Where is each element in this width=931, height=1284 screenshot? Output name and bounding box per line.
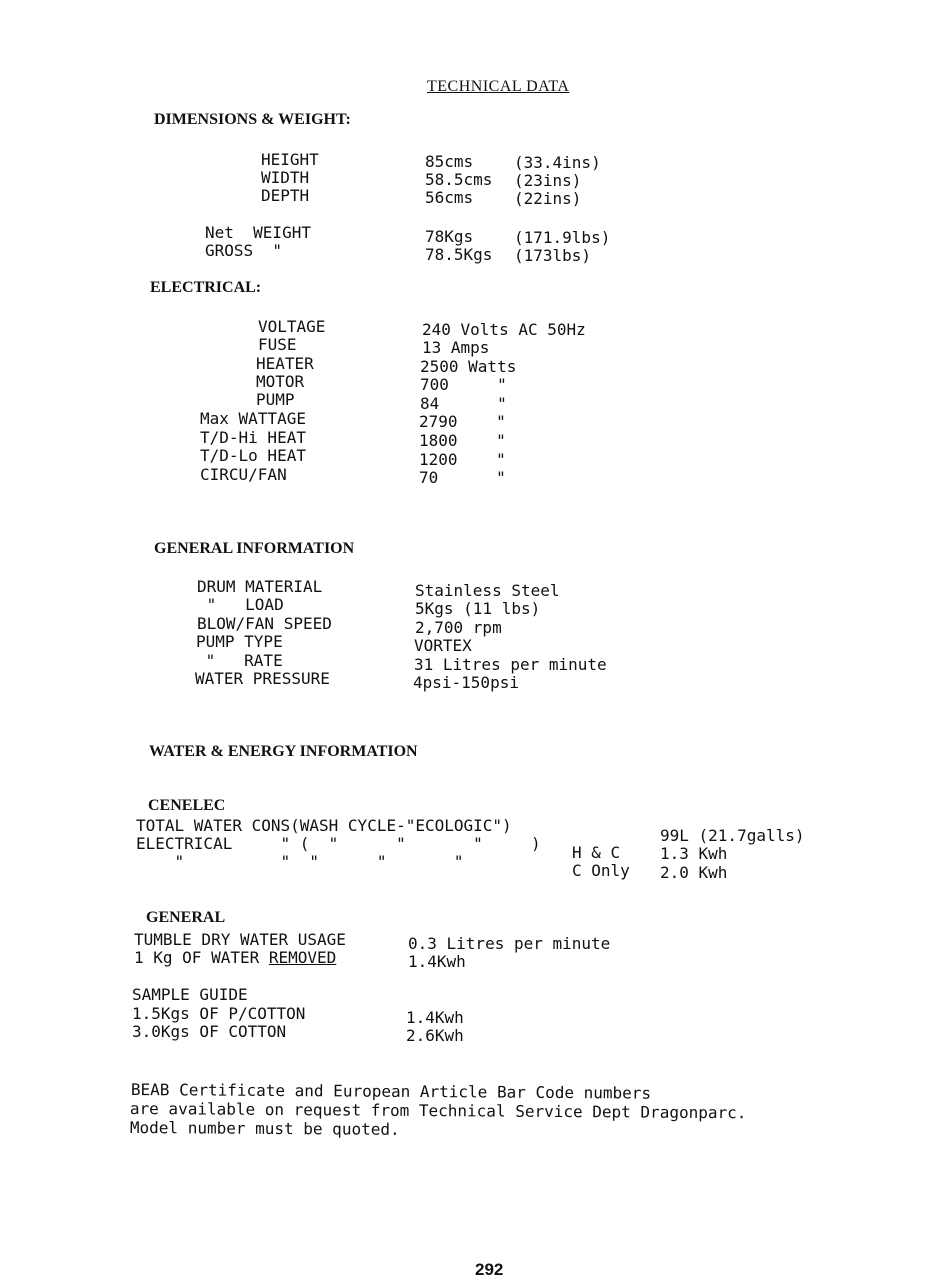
cenelec-line-text: TOTAL WATER CONS(WASH CYCLE-"ECOLOGIC") [136, 816, 512, 835]
info-value: 5Kgs (11 lbs) [415, 599, 541, 618]
elec-value: 2790 " [419, 412, 506, 431]
elec-value: 84 " [420, 394, 507, 413]
water-removed-label-text: 1 Kg OF WATER [134, 948, 269, 967]
elec-value: 2500 Watts [420, 357, 517, 376]
info-label: " RATE [196, 651, 283, 670]
cenelec-line-value: 2.0 Kwh [660, 863, 728, 882]
cenelec-heading: CENELEC [148, 797, 226, 814]
dim-value: 85cms [425, 152, 474, 171]
dim-label: HEIGHT [261, 150, 319, 169]
info-label: " LOAD [197, 595, 284, 614]
elec-value: 240 Volts AC 50Hz [422, 320, 586, 339]
elec-value: 700 " [420, 375, 507, 394]
info-label: BLOW/FAN SPEED [197, 614, 332, 633]
water-removed-value: 1.4Kwh [408, 952, 466, 971]
dim-label: WIDTH [261, 168, 310, 187]
page-title: TECHNICAL DATA [427, 78, 570, 95]
cenelec-line-value: 99L (21.7galls) [660, 826, 805, 845]
cenelec-line-qualifier: H & C [572, 843, 621, 862]
tumble-dry-value: 0.3 Litres per minute [408, 934, 611, 953]
general-heading: GENERAL [146, 909, 226, 926]
cenelec-line-text: " " " " " [136, 852, 464, 871]
elec-label: HEATER [256, 354, 314, 373]
info-value: 4psi-150psi [413, 673, 519, 692]
weight-label: GROSS " [205, 241, 283, 260]
dim-alt: (22ins) [514, 189, 582, 208]
weight-alt: (171.9lbs) [514, 228, 611, 247]
info-value: Stainless Steel [415, 581, 560, 600]
sample-value: 1.4Kwh [406, 1008, 464, 1027]
elec-label: T/D-Hi HEAT [200, 428, 306, 447]
cenelec-line-value: 1.3 Kwh [660, 844, 728, 863]
dim-alt: (23ins) [514, 171, 582, 190]
elec-value: 1200 " [419, 450, 506, 469]
weight-value: 78Kgs [425, 227, 474, 246]
footer-note-line: are available on request from Technical Service Dept Dragonparc. [129, 1099, 747, 1123]
info-value: 2,700 rpm [415, 618, 502, 637]
info-label: PUMP TYPE [196, 632, 283, 651]
weight-label: Net WEIGHT [205, 223, 311, 242]
elec-value: 1800 " [419, 431, 506, 450]
elec-label: FUSE [258, 335, 297, 354]
weight-alt: (173lbs) [514, 246, 592, 265]
elec-value: 13 Amps [422, 338, 490, 357]
sample-label: 1.5Kgs OF P/COTTON [132, 1004, 306, 1023]
info-value: 31 Litres per minute [414, 655, 607, 674]
dim-value: 56cms [425, 188, 474, 207]
info-value: VORTEX [414, 636, 472, 655]
info-label: DRUM MATERIAL [197, 577, 323, 596]
tumble-dry-label: TUMBLE DRY WATER USAGE [134, 930, 346, 949]
elec-label: CIRCU/FAN [200, 465, 287, 484]
sample-guide-heading: SAMPLE GUIDE [132, 985, 248, 1004]
water-removed-label [134, 949, 336, 967]
weight-value: 78.5Kgs [425, 245, 493, 264]
cenelec-line-qualifier: C Only [572, 861, 630, 880]
general-information-heading: GENERAL INFORMATION [154, 540, 355, 557]
water-energy-heading: WATER & ENERGY INFORMATION [149, 743, 418, 760]
sample-value: 2.6Kwh [406, 1026, 464, 1045]
footer-note-line: Model number must be quoted. [129, 1118, 400, 1139]
electrical-heading: ELECTRICAL: [150, 279, 262, 296]
footer-note-line: BEAB Certificate and European Article Bar Code numbers [130, 1080, 652, 1103]
elec-label: T/D-Lo HEAT [200, 446, 306, 465]
dimensions-heading: DIMENSIONS & WEIGHT: [154, 111, 351, 128]
cenelec-line-text: ELECTRICAL " ( " " " ) [136, 834, 541, 853]
info-label: WATER PRESSURE [195, 669, 330, 688]
removed-underlined-text: REMOVED [268, 948, 337, 967]
dim-value: 58.5cms [425, 170, 493, 189]
elec-value: 70 " [419, 468, 506, 487]
page-number: 292 [475, 1260, 504, 1279]
sample-label: 3.0Kgs OF COTTON [132, 1022, 287, 1041]
elec-label: Max WATTAGE [200, 409, 306, 428]
dim-alt: (33.4ins) [514, 153, 601, 172]
elec-label: PUMP [256, 390, 295, 409]
dim-label: DEPTH [261, 186, 310, 205]
elec-label: MOTOR [256, 372, 305, 391]
elec-label: VOLTAGE [258, 317, 326, 336]
